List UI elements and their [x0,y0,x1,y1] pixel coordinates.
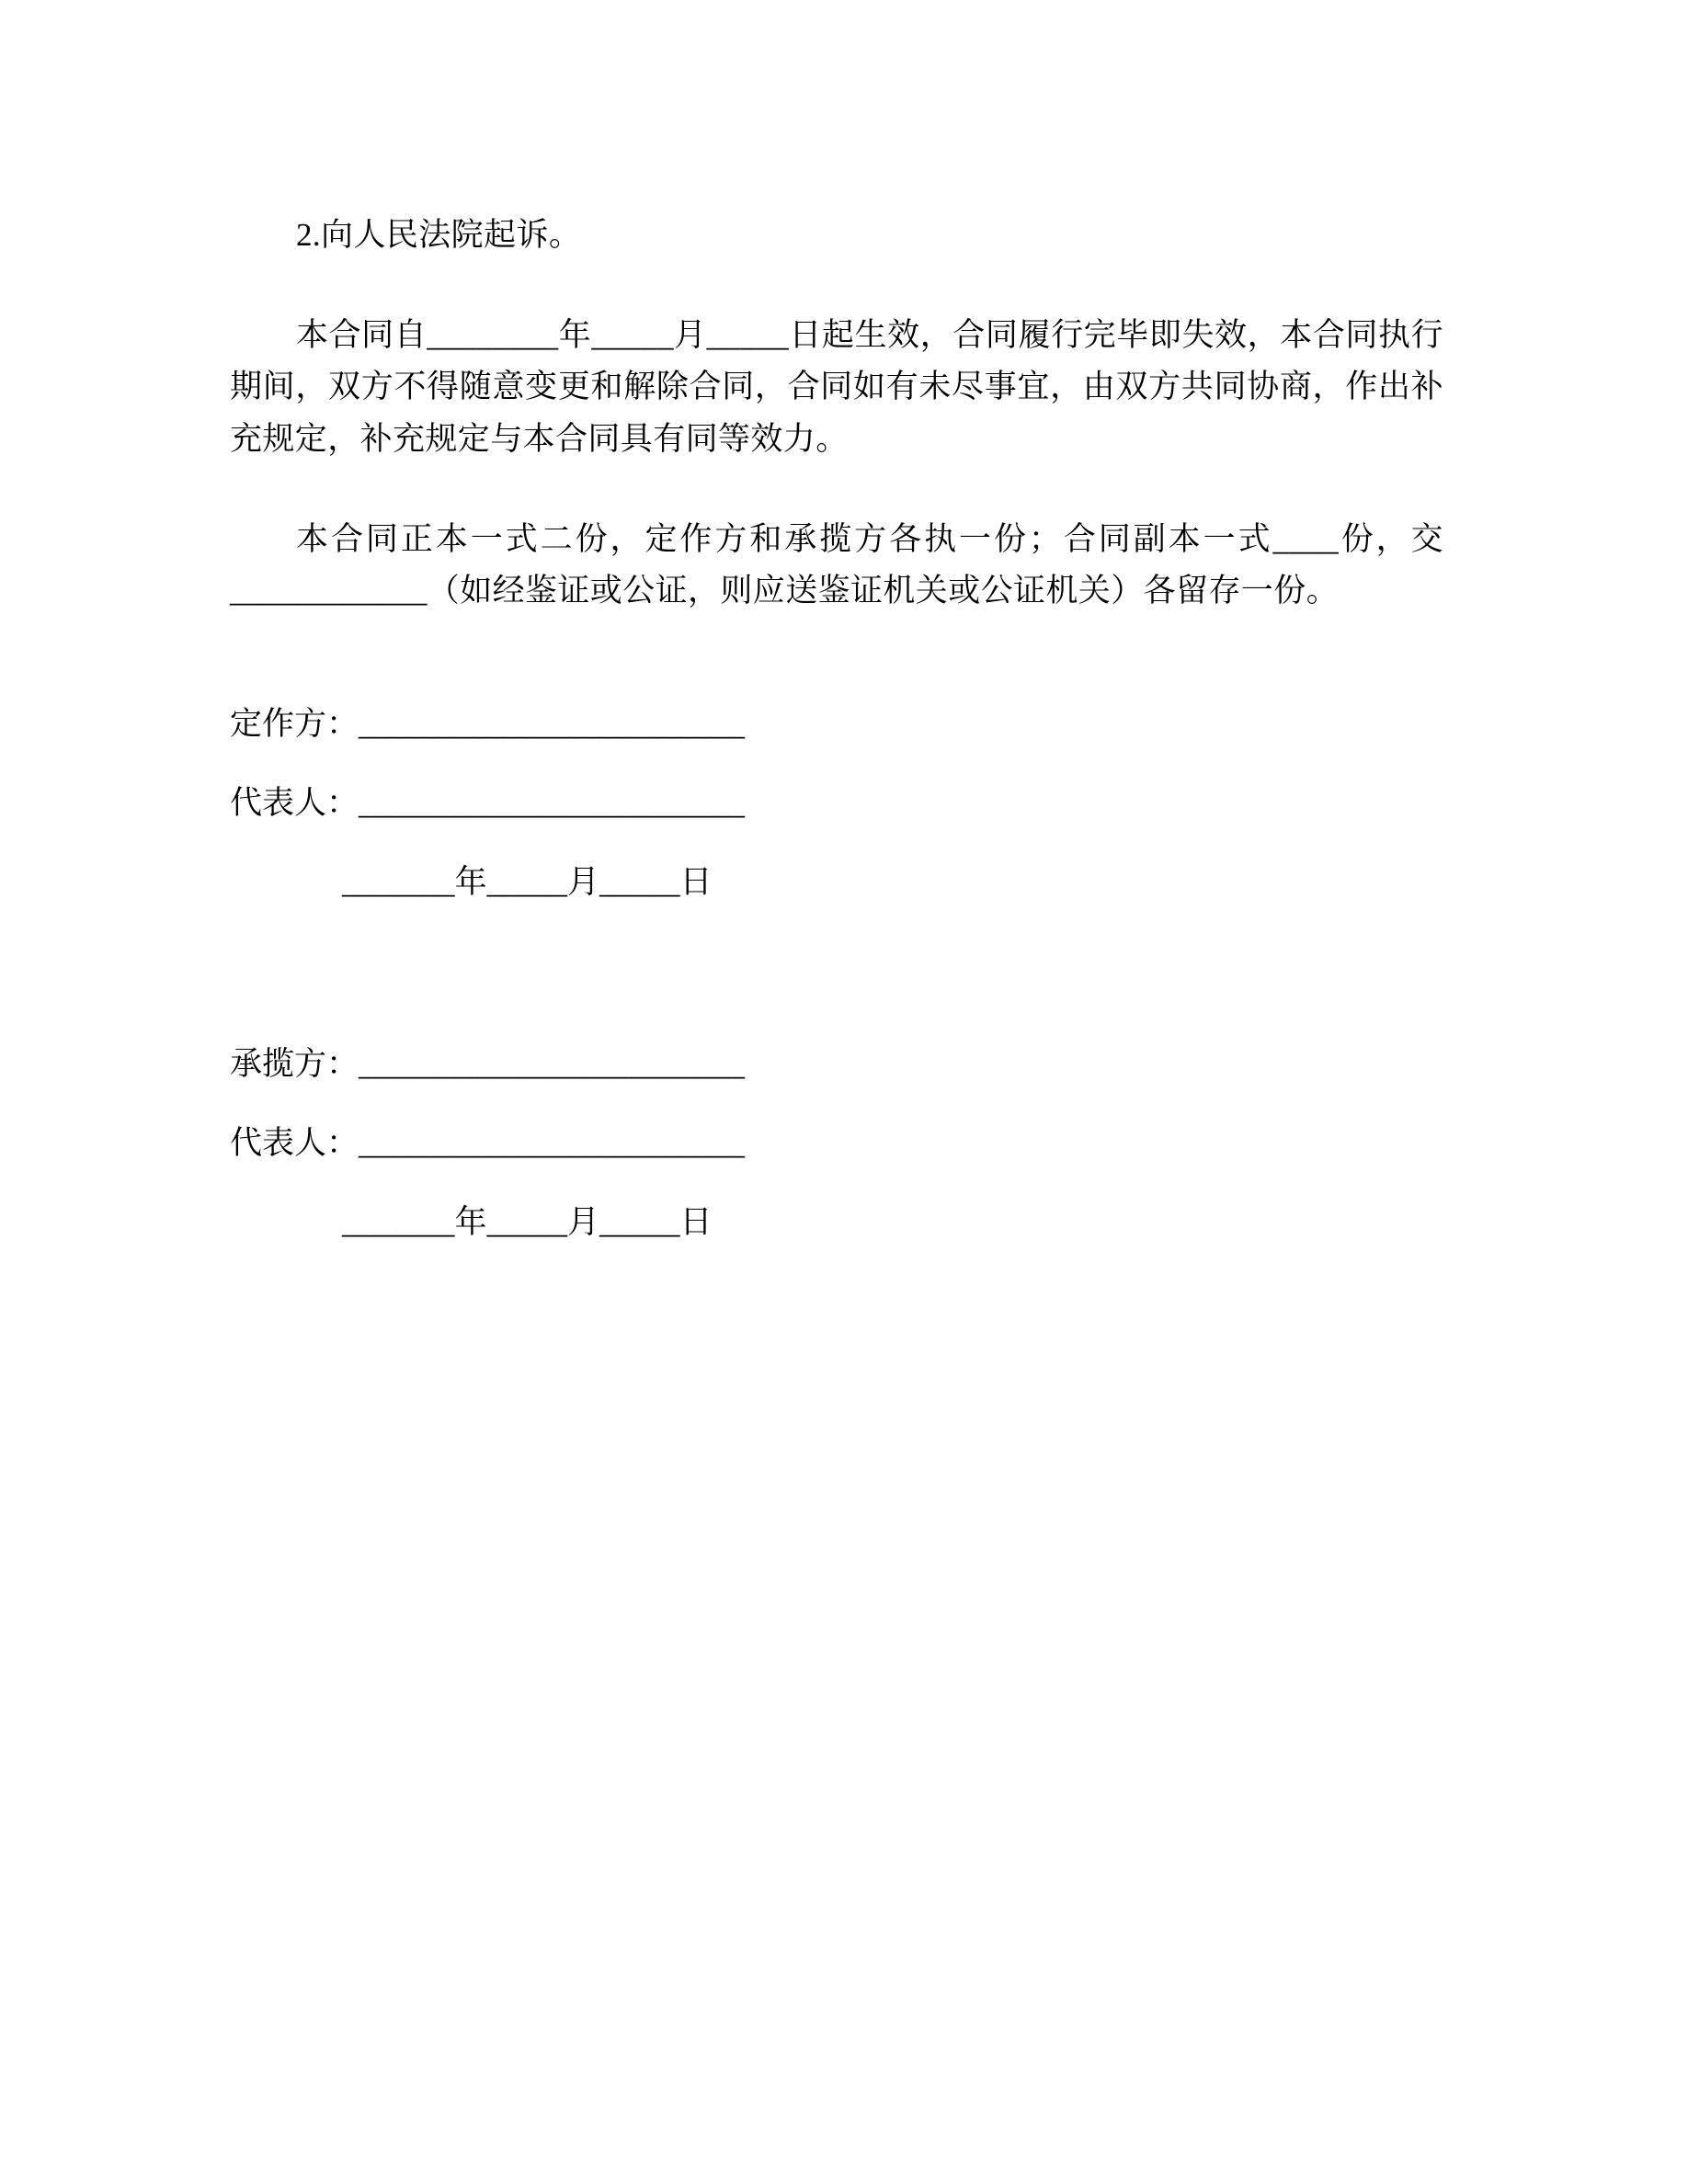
spacer [230,1169,1057,1197]
spacer [230,829,1057,857]
document-body [230,210,1443,618]
clause-item-2: 2.向人民法院起诉。 [296,217,582,253]
contractor-rep-label: 代表人： [230,1125,359,1161]
contractor-signature-block [230,1039,1057,1248]
spacer [230,750,1057,778]
client-signature-block [230,699,1057,908]
spacer [230,262,1443,310]
contractor-date-line[interactable]: _______年_____月_____日 [342,1204,713,1240]
contractor-party-blank[interactable]: ________________________ [359,1046,746,1082]
contractor-rep-line [230,1118,1057,1169]
contractor-rep-blank[interactable]: ________________________ [359,1125,746,1161]
contractor-party-label: 承揽方： [230,1046,359,1082]
client-date-line[interactable]: _______年_____月_____日 [342,864,713,900]
client-party-label: 定作方： [230,706,359,742]
copies-paragraph: 本合同正本一式二份，定作方和承揽方各执一份；合同副本一式____份，交____________（如经鉴证或公证，则应送鉴证机关或公证机关）各留存一份。 [230,520,1443,609]
spacer [230,1090,1057,1118]
client-rep-line [230,778,1057,829]
contractor-party-line [230,1039,1057,1090]
client-party-blank[interactable]: ________________________ [359,706,746,742]
client-party-line [230,699,1057,750]
spacer [230,466,1443,514]
client-rep-label: 代表人： [230,785,359,821]
effective-date-paragraph: 本合同自________年_____月_____日起生效，合同履行完毕即失效，本合同执行期间，双方不得随意变更和解除合同，合同如有未尽事宜，由双方共同协商，作出补充规定，补充规定与本合同具有同等效力。 [230,316,1443,458]
client-rep-blank[interactable]: ________________________ [359,785,746,821]
